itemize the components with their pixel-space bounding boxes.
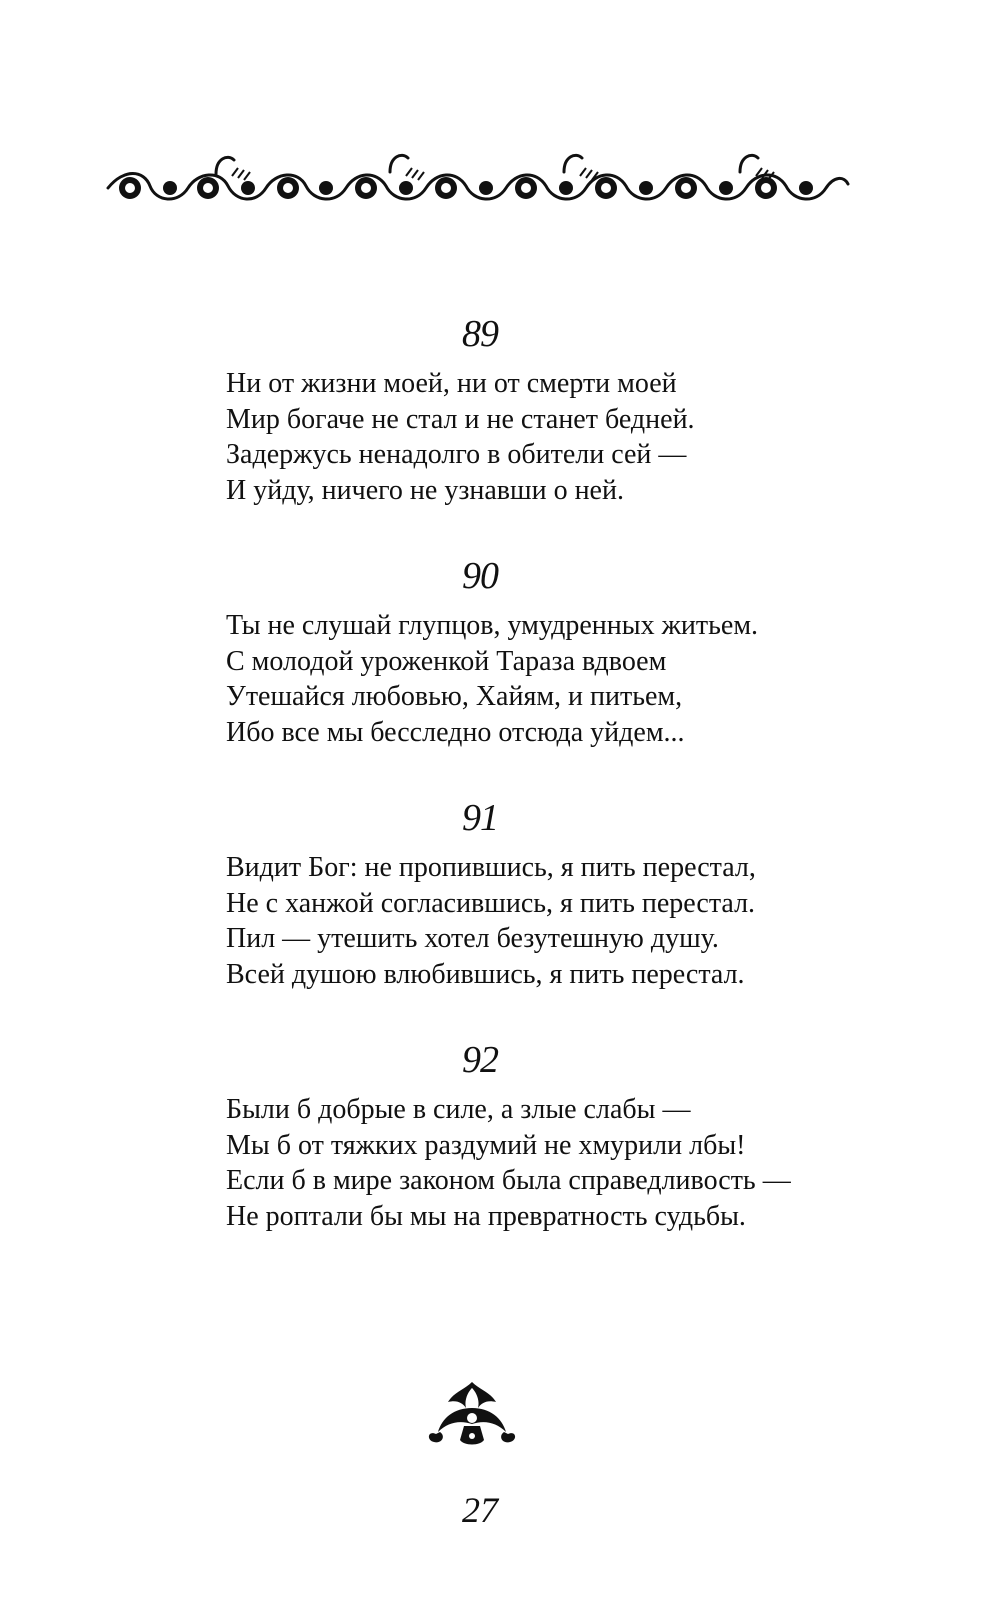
poem-stanza bbox=[226, 608, 866, 750]
poem-line: Видит Бог: не пропившись, я пить перестал, bbox=[226, 852, 756, 883]
palmette-ornament bbox=[424, 1378, 520, 1450]
poem-line: Не с ханжой согласившись, я пить перестал. bbox=[226, 887, 756, 919]
poem-number: 92 bbox=[462, 1039, 498, 1081]
poem-stanza bbox=[226, 850, 866, 992]
poem-number: 89 bbox=[462, 313, 498, 355]
poem-line: Задержусь ненадолго в обители сей — bbox=[226, 439, 687, 470]
poem-line: Всей душою влюбившись, я пить перестал. bbox=[226, 958, 745, 990]
poem-stanza bbox=[226, 366, 866, 508]
poem-line: Не роптали бы мы на превратность судьбы. bbox=[226, 1200, 746, 1232]
poem-line: И уйду, ничего не узнавши о ней. bbox=[226, 474, 624, 506]
poem-line: Ты не слушай глупцов, умудренных житьем. bbox=[226, 610, 759, 641]
poem-line: Если б в мире законом была справедливость — bbox=[226, 1165, 791, 1196]
poem-line: Пил — утешить хотел безутешную душу. bbox=[226, 923, 719, 954]
scroll-border-ornament bbox=[104, 148, 852, 218]
poem-stanza bbox=[226, 1092, 866, 1234]
poem-line: Ни от жизни моей, ни от смерти моей bbox=[226, 368, 677, 399]
poem-number: 91 bbox=[462, 797, 498, 839]
poem-line: Утешайся любовью, Хайям, и питьем, bbox=[226, 681, 683, 712]
poem-line: Были б добрые в силе, а злые слабы — bbox=[226, 1094, 691, 1125]
page-number: 27 bbox=[462, 1490, 498, 1530]
poem-line: Мир богаче не стал и не станет бедней. bbox=[226, 403, 695, 435]
poem-line: С молодой уроженкой Тараза вдвоем bbox=[226, 645, 667, 677]
poem-number: 90 bbox=[462, 555, 498, 597]
poem-line: Мы б от тяжких раздумий не хмурили лбы! bbox=[226, 1129, 746, 1161]
poem-line: Ибо все мы бесследно отсюда уйдем... bbox=[226, 716, 685, 748]
